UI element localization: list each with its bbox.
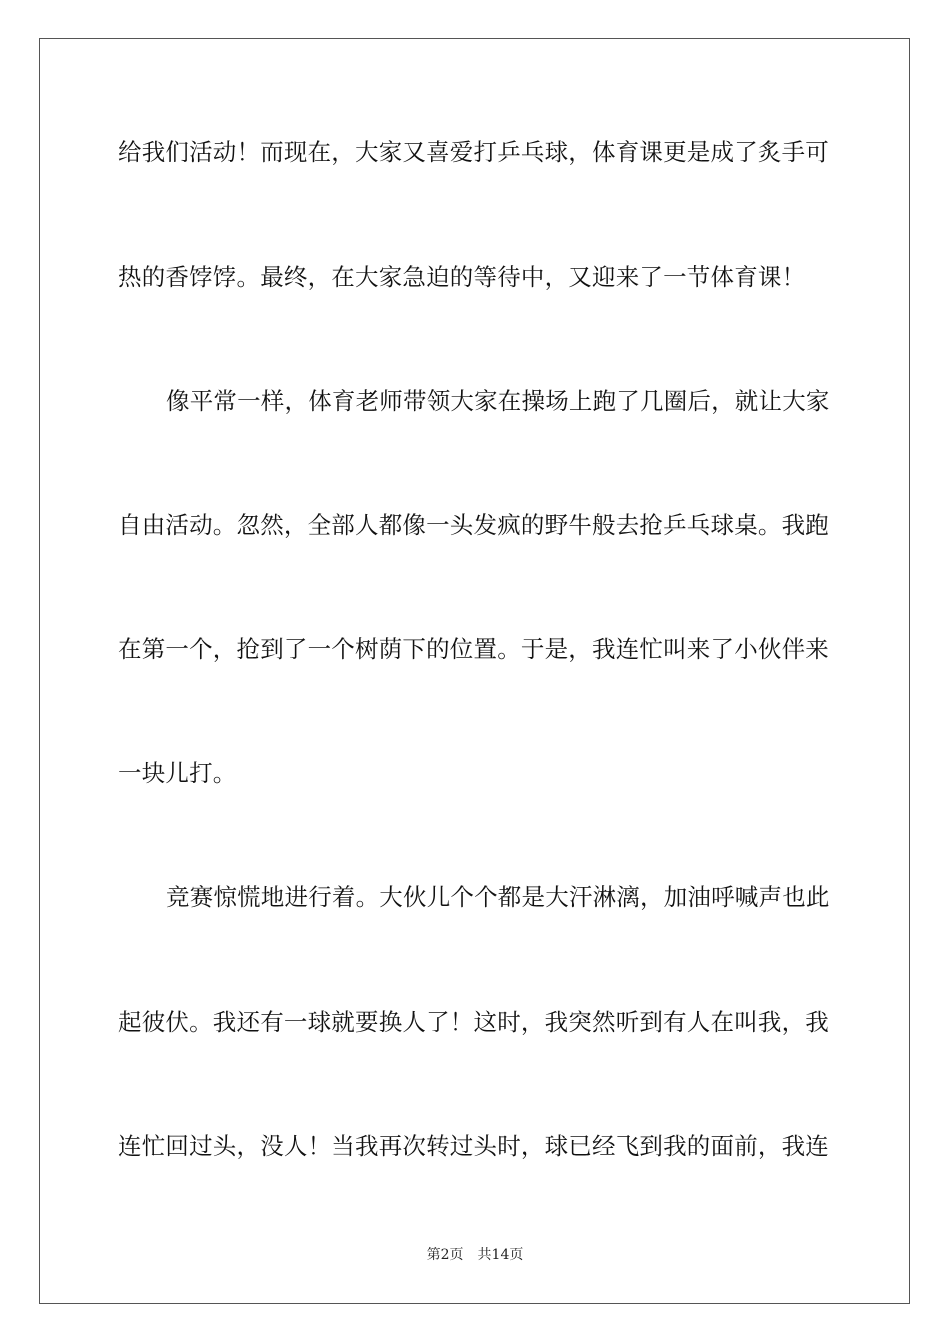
page-footer <box>0 1246 950 1264</box>
page-frame <box>39 38 910 1304</box>
total-pages: 共14页 <box>477 1247 524 1263</box>
text-line: 热的香饽饽。最终，在大家急迫的等待中，又迎来了一节体育课！ <box>118 263 806 291</box>
text-line: 像平常一样，体育老师带领大家在操场上跑了几圈后，就让大家 <box>166 387 830 415</box>
text-line: 一块儿打。 <box>118 759 237 787</box>
text-line: 竞赛惊慌地进行着。大伙儿个个都是大汗淋漓，加油呼喊声也此 <box>166 883 830 911</box>
page-number: 第2页 <box>426 1247 464 1263</box>
text-line: 在第一个，抢到了一个树荫下的位置。于是，我连忙叫来了小伙伴来 <box>118 635 829 663</box>
text-line: 起彼伏。我还有一球就要换人了！这时，我突然听到有人在叫我，我 <box>118 1008 829 1036</box>
text-line: 连忙回过头，没人！当我再次转过头时，球已经飞到我的面前，我连 <box>118 1132 829 1160</box>
text-line: 给我们活动！而现在，大家又喜爱打乒乓球，体育课更是成了炙手可 <box>118 138 829 166</box>
text-line: 自由活动。忽然，全部人都像一头发疯的野牛般去抢乒乓球桌。我跑 <box>118 511 829 539</box>
